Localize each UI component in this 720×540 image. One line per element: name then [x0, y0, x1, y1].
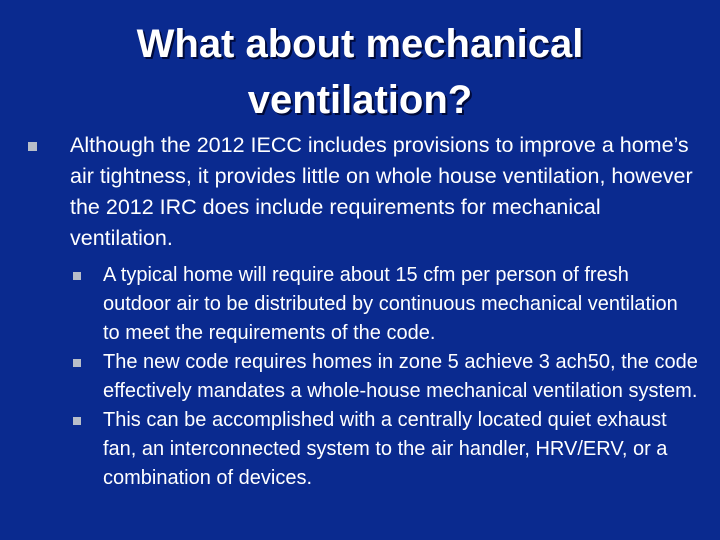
- sub-bullet: [73, 261, 698, 348]
- sub-bullet-text: The new code requires homes in zone 5 achieve 3 ach50, the code effectively mandates a whole-house mechanical ventilation system.: [103, 351, 698, 402]
- sub-bullet: [73, 406, 698, 493]
- square-bullet-icon: [73, 272, 81, 280]
- slide-title-line-1: What about mechanical: [136, 22, 584, 66]
- main-bullet-text: Although the 2012 IECC includes provisions to improve a home’s air tightness, it provides little on whole house ventilation, however the 2012 IRC does include requirements for mechanical ventilation.: [70, 133, 693, 250]
- square-bullet-icon: [28, 142, 37, 151]
- sub-bullet: [73, 348, 698, 406]
- slide-title-line-2: ventilation?: [247, 78, 473, 122]
- slide-body: [28, 130, 698, 493]
- slide-title: [40, 16, 680, 128]
- sub-bullet-text: This can be accomplished with a centrally located quiet exhaust fan, an interconnected system to the air handler, HRV/ERV, or a combination of devices.: [103, 409, 668, 489]
- square-bullet-icon: [73, 417, 81, 425]
- sub-bullet-list: [28, 261, 698, 493]
- sub-bullet-text: A typical home will require about 15 cfm per person of fresh outdoor air to be distributed by continuous mechanical ventilation to meet the requirements of the code.: [103, 264, 678, 344]
- square-bullet-icon: [73, 359, 81, 367]
- main-bullet: [28, 130, 698, 254]
